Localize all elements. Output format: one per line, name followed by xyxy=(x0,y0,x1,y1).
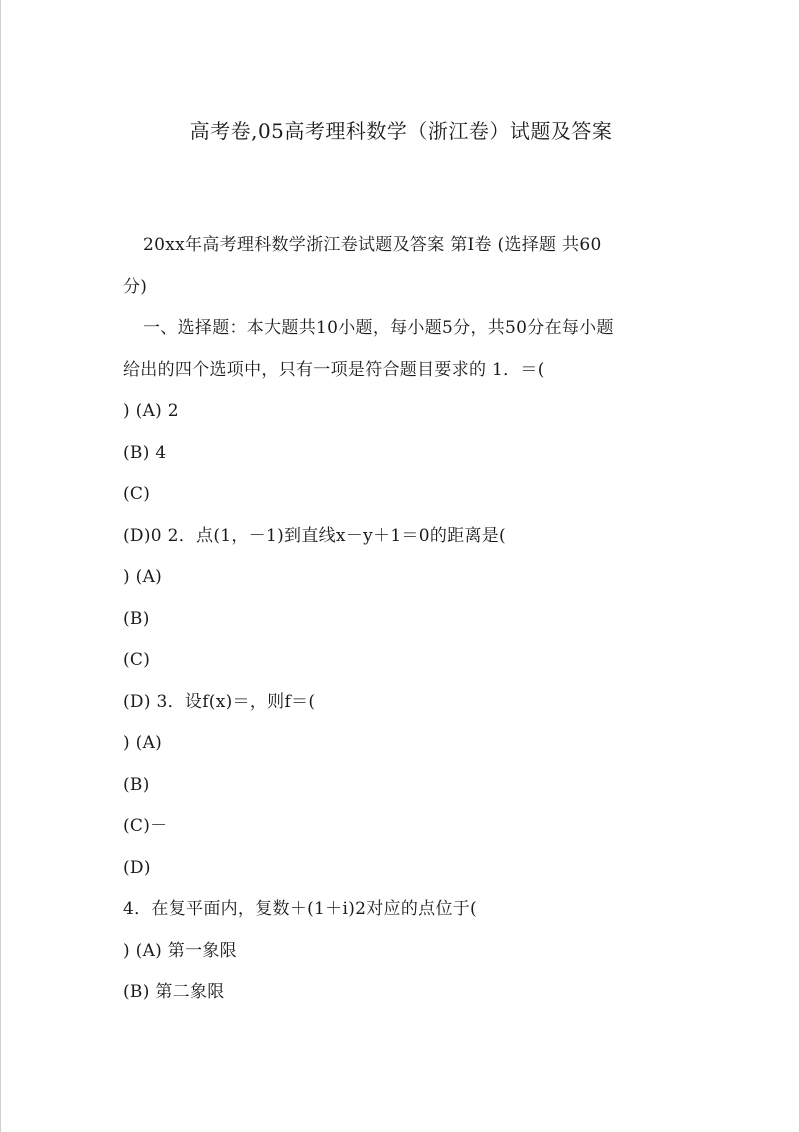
text-line: (D) xyxy=(123,857,151,878)
text-line: (C) xyxy=(123,484,151,504)
text-line: ) (A) 第一象限 xyxy=(123,940,237,961)
text-line: (B) xyxy=(123,774,150,795)
text-line: (C) xyxy=(123,650,151,670)
text-line: (B) 4 xyxy=(123,442,167,463)
text-line: (D)0 2．点(1，－1)到直线x－y＋1＝0的距离是( xyxy=(123,525,506,546)
text-line: (B) xyxy=(123,608,150,629)
text-line: 一、选择题：本大题共10小题，每小题5分，共50分在每小题 xyxy=(143,318,614,338)
text-line: 4．在复平面内，复数＋(1＋i)2对应的点位于( xyxy=(123,899,477,919)
text-line: ) (A) xyxy=(123,733,163,753)
text-line: 20xx年高考理科数学浙江卷试题及答案 第Ⅰ卷 (选择题 共60 xyxy=(143,235,602,255)
text-line: 分) xyxy=(123,276,148,297)
text-line: ) (A) xyxy=(123,567,163,587)
text-line: (D) 3．设f(x)＝，则f＝( xyxy=(123,691,316,712)
document-body xyxy=(123,225,679,1014)
text-line: ) (A) 2 xyxy=(123,401,179,421)
text-line: (B) 第二象限 xyxy=(123,982,225,1002)
document-title: 高考卷,05高考理科数学（浙江卷）试题及答案 xyxy=(189,119,613,143)
text-line: (C)－ xyxy=(123,816,168,836)
text-line: 给出的四个选项中，只有一项是符合题目要求的 1．＝( xyxy=(123,359,545,380)
